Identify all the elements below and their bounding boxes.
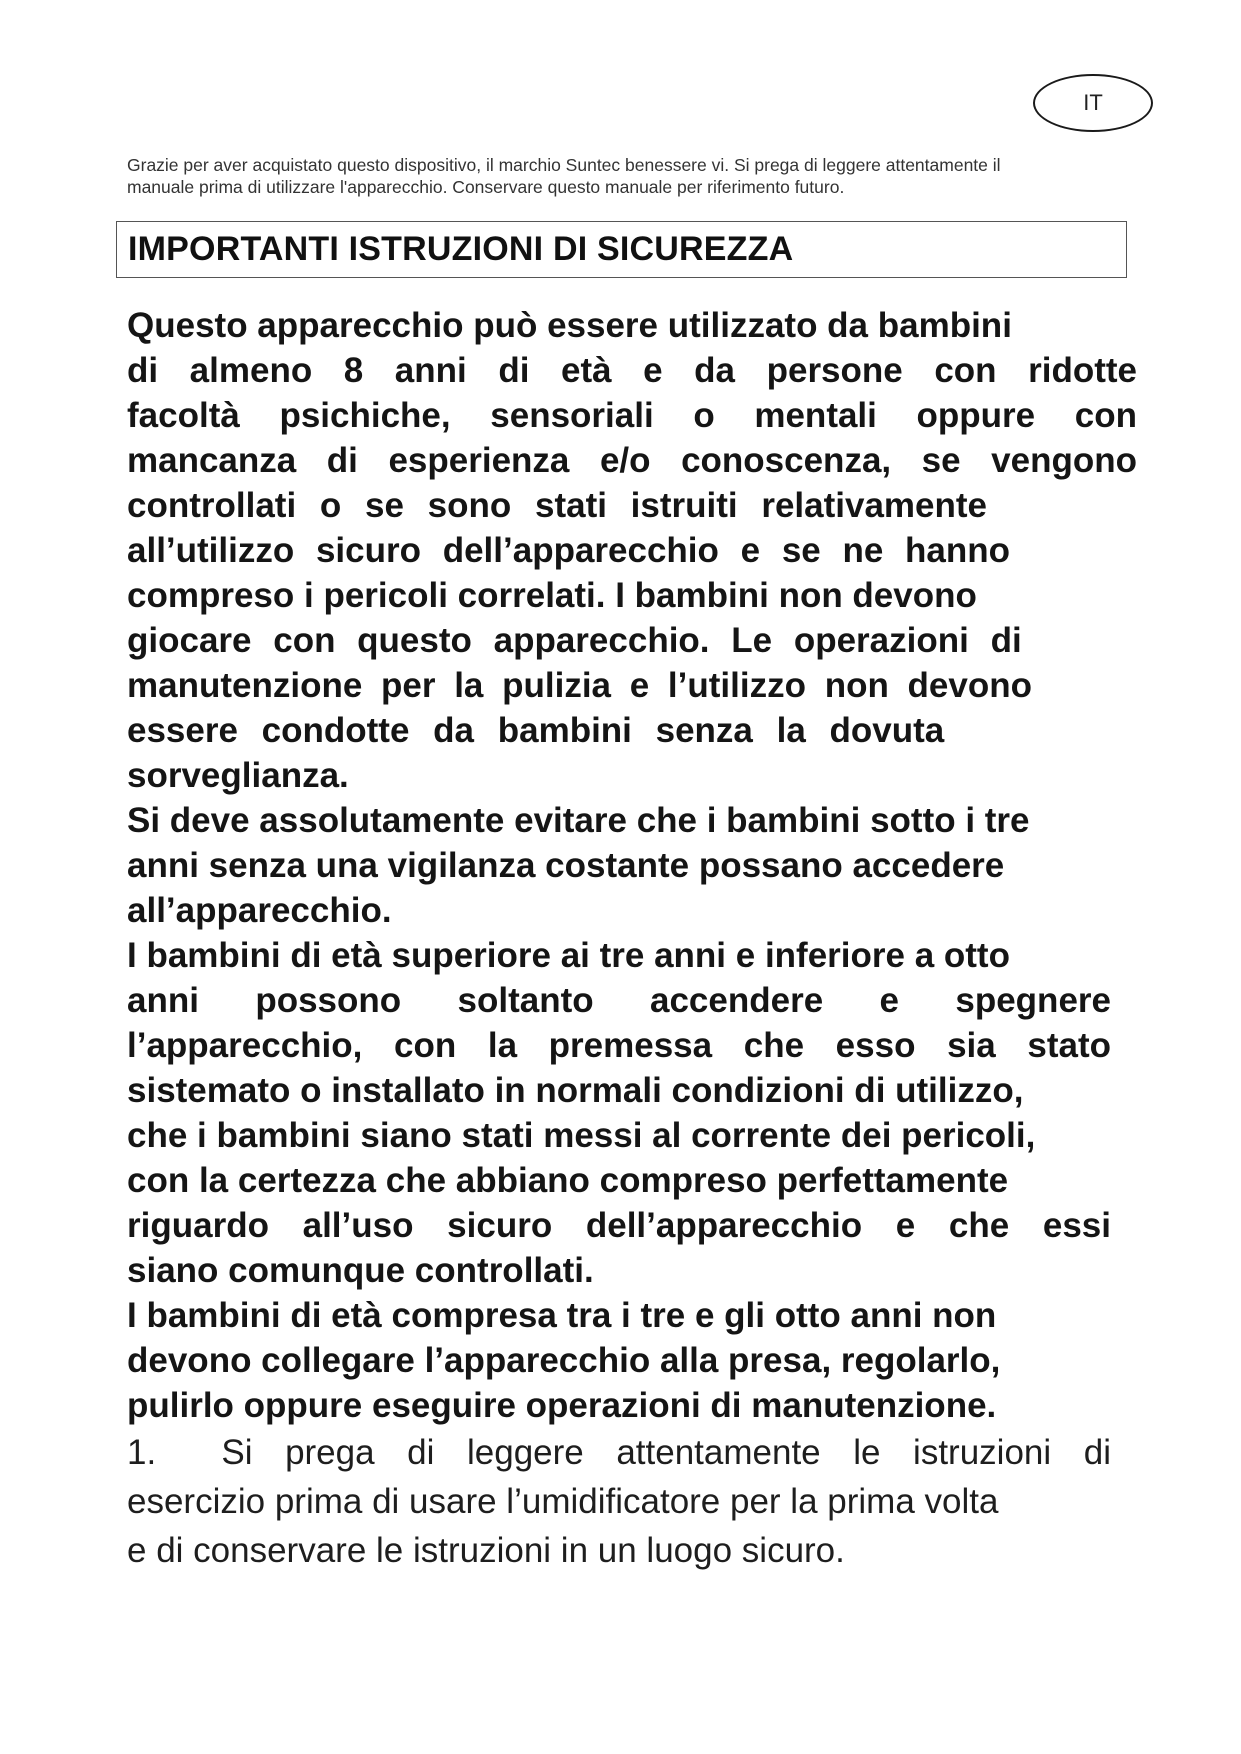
warning-line: Questo apparecchio può essere utilizzato da bambini [127,306,1012,345]
warning-line: facoltà psichiche, sensoriali o mentali oppure con [127,396,1137,435]
warning-line: con la certezza che abbiano compreso perfettamente [127,1161,1009,1200]
section-heading: IMPORTANTI ISTRUZIONI DI SICUREZZA [128,230,794,268]
instruction-line: esercizio prima di usare l’umidificatore per la prima volta [127,1482,999,1521]
warning-line: manutenzione per la pulizia e l’utilizzo non devono [127,666,1032,705]
intro-line: Grazie per aver acquistato questo dispositivo, il marchio Suntec benessere vi. Si prega di leggere attentamente il [127,155,1001,175]
instruction-line: e di conservare le istruzioni in un luogo sicuro. [127,1531,845,1570]
warning-line: controllati o se sono stati istruiti relativamente [127,486,988,525]
warning-line: I bambini di età superiore ai tre anni e inferiore a otto [127,936,1010,975]
warning-line: all’apparecchio. [127,891,392,930]
warning-line: all’utilizzo sicuro dell’apparecchio e se ne hanno [127,531,1011,570]
warning-line: sistemato o installato in normali condizioni di utilizzo, [127,1071,1024,1110]
warning-line: sorveglianza. [127,756,349,795]
instruction-line: 1. Si prega di leggere attentamente le istruzioni di [127,1433,1111,1472]
warning-line: l’apparecchio, con la premessa che esso sia stato [127,1026,1111,1065]
safety-text [127,303,1137,1575]
warning-line: riguardo all’uso sicuro dell’apparecchio e che essi [127,1206,1111,1245]
warning-line: di almeno 8 anni di età e da persone con ridotte [127,351,1137,390]
language-badge [1033,74,1153,132]
warning-line: Si deve assolutamente evitare che i bambini sotto i tre [127,801,1030,840]
warning-line: siano comunque controllati. [127,1251,594,1290]
warning-line: compreso i pericoli correlati. I bambini non devono [127,576,977,615]
warning-line: anni senza una vigilanza costante possano accedere [127,846,1005,885]
warning-line: che i bambini siano stati messi al corrente dei pericoli, [127,1116,1036,1155]
warning-line: anni possono soltanto accendere e spegnere [127,981,1111,1020]
language-label: IT [1083,90,1103,115]
warning-line: giocare con questo apparecchio. Le operazioni di [127,621,1022,660]
warning-line: devono collegare l’apparecchio alla presa, regolarlo, [127,1341,1001,1380]
warning-line: mancanza di esperienza e/o conoscenza, se vengono [127,441,1137,480]
section-heading-box [116,221,1127,278]
warning-line: essere condotte da bambini senza la dovuta [127,711,945,750]
intro-line: manuale prima di utilizzare l'apparecchio. Conservare questo manuale per riferimento futuro. [127,177,845,197]
warning-line: I bambini di età compresa tra i tre e gli otto anni non [127,1296,997,1335]
warning-line: pulirlo oppure eseguire operazioni di manutenzione. [127,1386,997,1425]
intro-paragraph [127,154,1117,198]
